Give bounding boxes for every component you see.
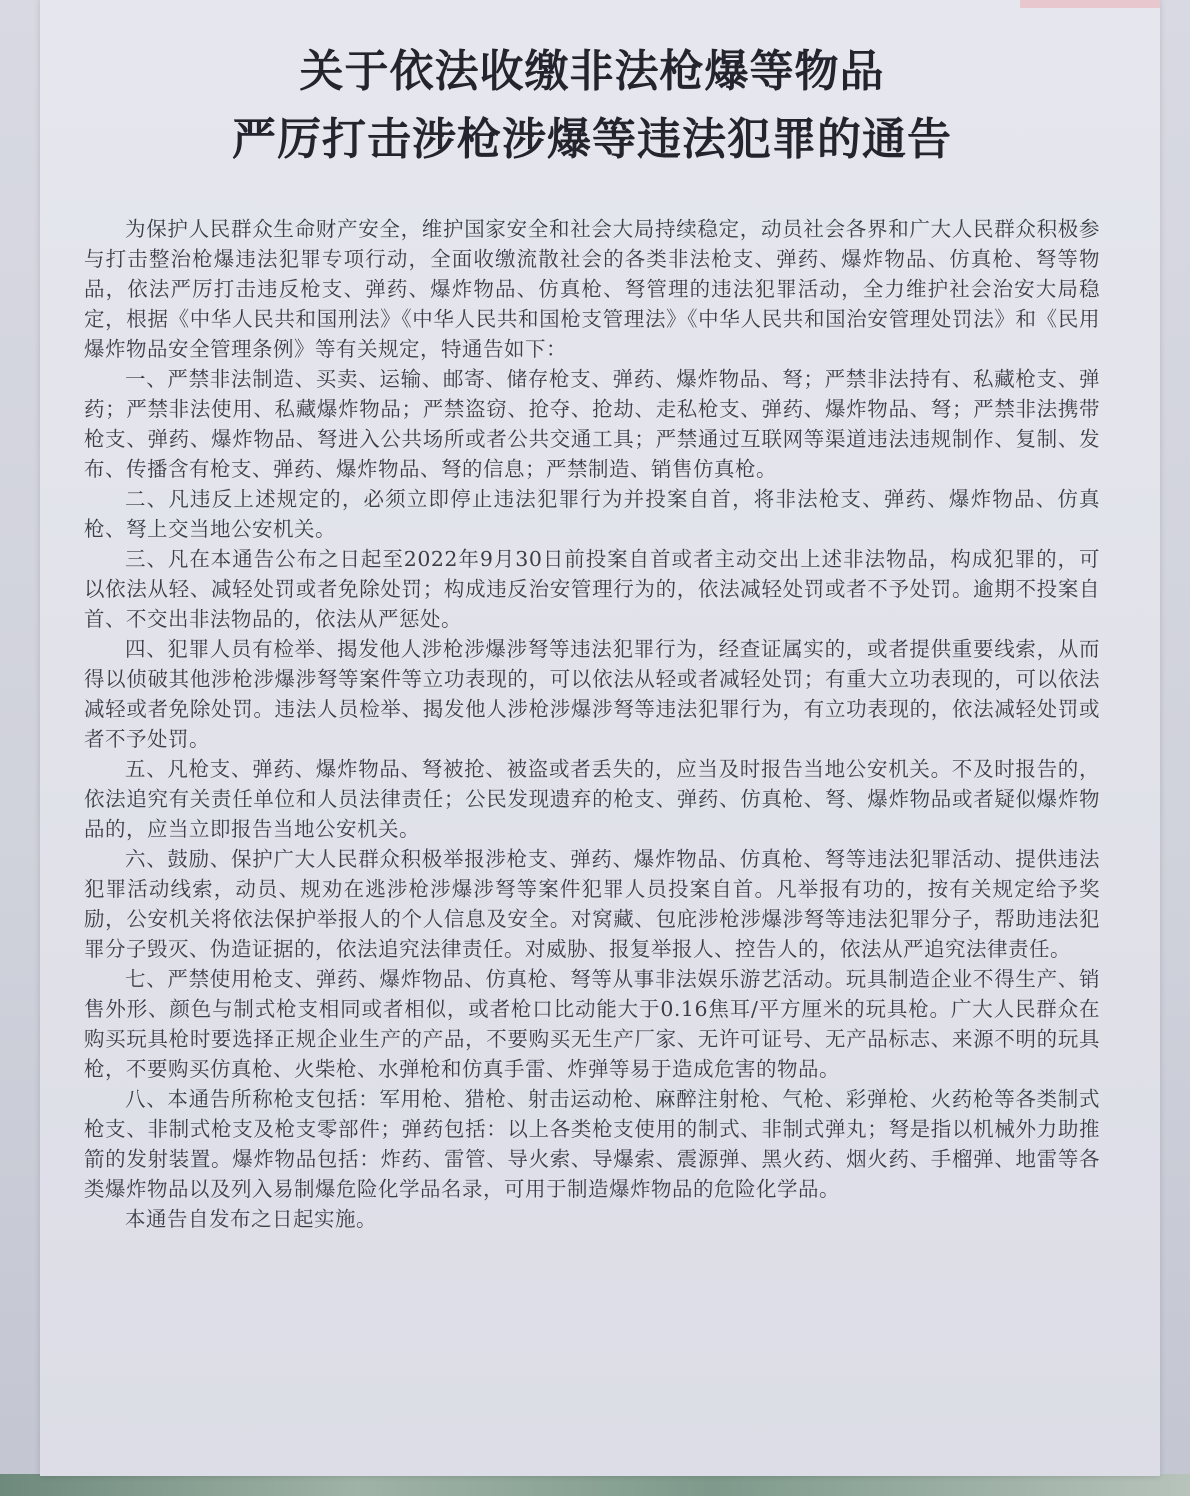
title-line-1: 关于依法收缴非法枪爆等物品: [299, 46, 885, 97]
notice-body: [84, 214, 1100, 1234]
intro-paragraph: 为保护人民群众生命财产安全，维护国家安全和社会大局持续稳定，动员社会各界和广大人民群众积极参与打击整治枪爆违法犯罪专项行动，全面收缴流散社会的各类非法枪支、弹药、爆炸物品、仿真枪、弩等物品，依法严厉打击违反枪支、弹药、爆炸物品、仿真枪、弩管理的违法犯罪活动，全力维护社会治安大局稳定，根据《中华人民共和国刑法》《中华人民共和国枪支管理法》《中华人民共和国治安管理处罚法》和《民用爆炸物品安全管理条例》等有关规定，特通告如下：: [84, 217, 1100, 361]
clause-5: 五、凡枪支、弹药、爆炸物品、弩被抢、被盗或者丢失的，应当及时报告当地公安机关。不及时报告的，依法追究有关责任单位和人员法律责任；公民发现遗弃的枪支、弹药、仿真枪、弩、爆炸物品或者疑似爆炸物品的，应当立即报告当地公安机关。: [84, 757, 1100, 841]
notice-title: [84, 38, 1100, 174]
clause-7: 七、严禁使用枪支、弹药、爆炸物品、仿真枪、弩等从事非法娱乐游艺活动。玩具制造企业不得生产、销售外形、颜色与制式枪支相同或者相似，或者枪口比动能大于0.16焦耳/平方厘米的玩具枪。广大人民群众在购买玩具枪时要选择正规企业生产的产品，不要购买无生产厂家、无许可证号、无产品标志、来源不明的玩具枪，不要购买仿真枪、火柴枪、水弹枪和仿真手雷、炸弹等易于造成危害的物品。: [84, 967, 1100, 1081]
bottom-strip: [0, 1474, 1190, 1496]
clause-1: 一、严禁非法制造、买卖、运输、邮寄、储存枪支、弹药、爆炸物品、弩；严禁非法持有、私藏枪支、弹药；严禁非法使用、私藏爆炸物品；严禁盗窃、抢夺、抢劫、走私枪支、弹药、爆炸物品、弩；严禁非法携带枪支、弹药、爆炸物品、弩进入公共场所或者公共交通工具；严禁通过互联网等渠道违法违规制作、复制、发布、传播含有枪支、弹药、爆炸物品、弩的信息；严禁制造、销售仿真枪。: [84, 367, 1100, 481]
clause-8: 八、本通告所称枪支包括：军用枪、猎枪、射击运动枪、麻醉注射枪、气枪、彩弹枪、火药枪等各类制式枪支、非制式枪支及枪支零部件；弹药包括：以上各类枪支使用的制式、非制式弹丸；弩是指以机械外力助推箭的发射装置。爆炸物品包括：炸药、雷管、导火索、导爆索、震源弹、黑火药、烟火药、手榴弹、地雷等各类爆炸物品以及列入易制爆危险化学品名录，可用于制造爆炸物品的危险化学品。: [84, 1087, 1100, 1201]
closing-paragraph: 本通告自发布之日起实施。: [125, 1207, 377, 1231]
clause-2: 二、凡违反上述规定的，必须立即停止违法犯罪行为并投案自首，将非法枪支、弹药、爆炸物品、仿真枪、弩上交当地公安机关。: [84, 487, 1100, 541]
title-line-2: 严厉打击涉枪涉爆等违法犯罪的通告: [232, 114, 952, 165]
corner-tab: [1020, 0, 1160, 8]
notice-sheet: [40, 0, 1160, 1476]
clause-4: 四、犯罪人员有检举、揭发他人涉枪涉爆涉弩等违法犯罪行为，经查证属实的，或者提供重要线索，从而得以侦破其他涉枪涉爆涉弩等案件等立功表现的，可以依法从轻或者减轻处罚；有重大立功表现的，可以依法减轻或者免除处罚。违法人员检举、揭发他人涉枪涉爆涉弩等违法犯罪行为，有立功表现的，依法减轻处罚或者不予处罚。: [84, 637, 1100, 751]
clause-3: 三、凡在本通告公布之日起至2022年9月30日前投案自首或者主动交出上述非法物品，构成犯罪的，可以依法从轻、减轻处罚或者免除处罚；构成违反治安管理行为的，依法减轻处罚或者不予处罚。逾期不投案自首、不交出非法物品的，依法从严惩处。: [84, 547, 1100, 631]
clause-6: 六、鼓励、保护广大人民群众积极举报涉枪支、弹药、爆炸物品、仿真枪、弩等违法犯罪活动、提供违法犯罪活动线索，动员、规劝在逃涉枪涉爆涉弩等案件犯罪人员投案自首。凡举报有功的，按有关规定给予奖励，公安机关将依法保护举报人的个人信息及安全。对窝藏、包庇涉枪涉爆涉弩等违法犯罪分子，帮助违法犯罪分子毁灭、伪造证据的，依法追究法律责任。对威胁、报复举报人、控告人的，依法从严追究法律责任。: [84, 847, 1100, 961]
